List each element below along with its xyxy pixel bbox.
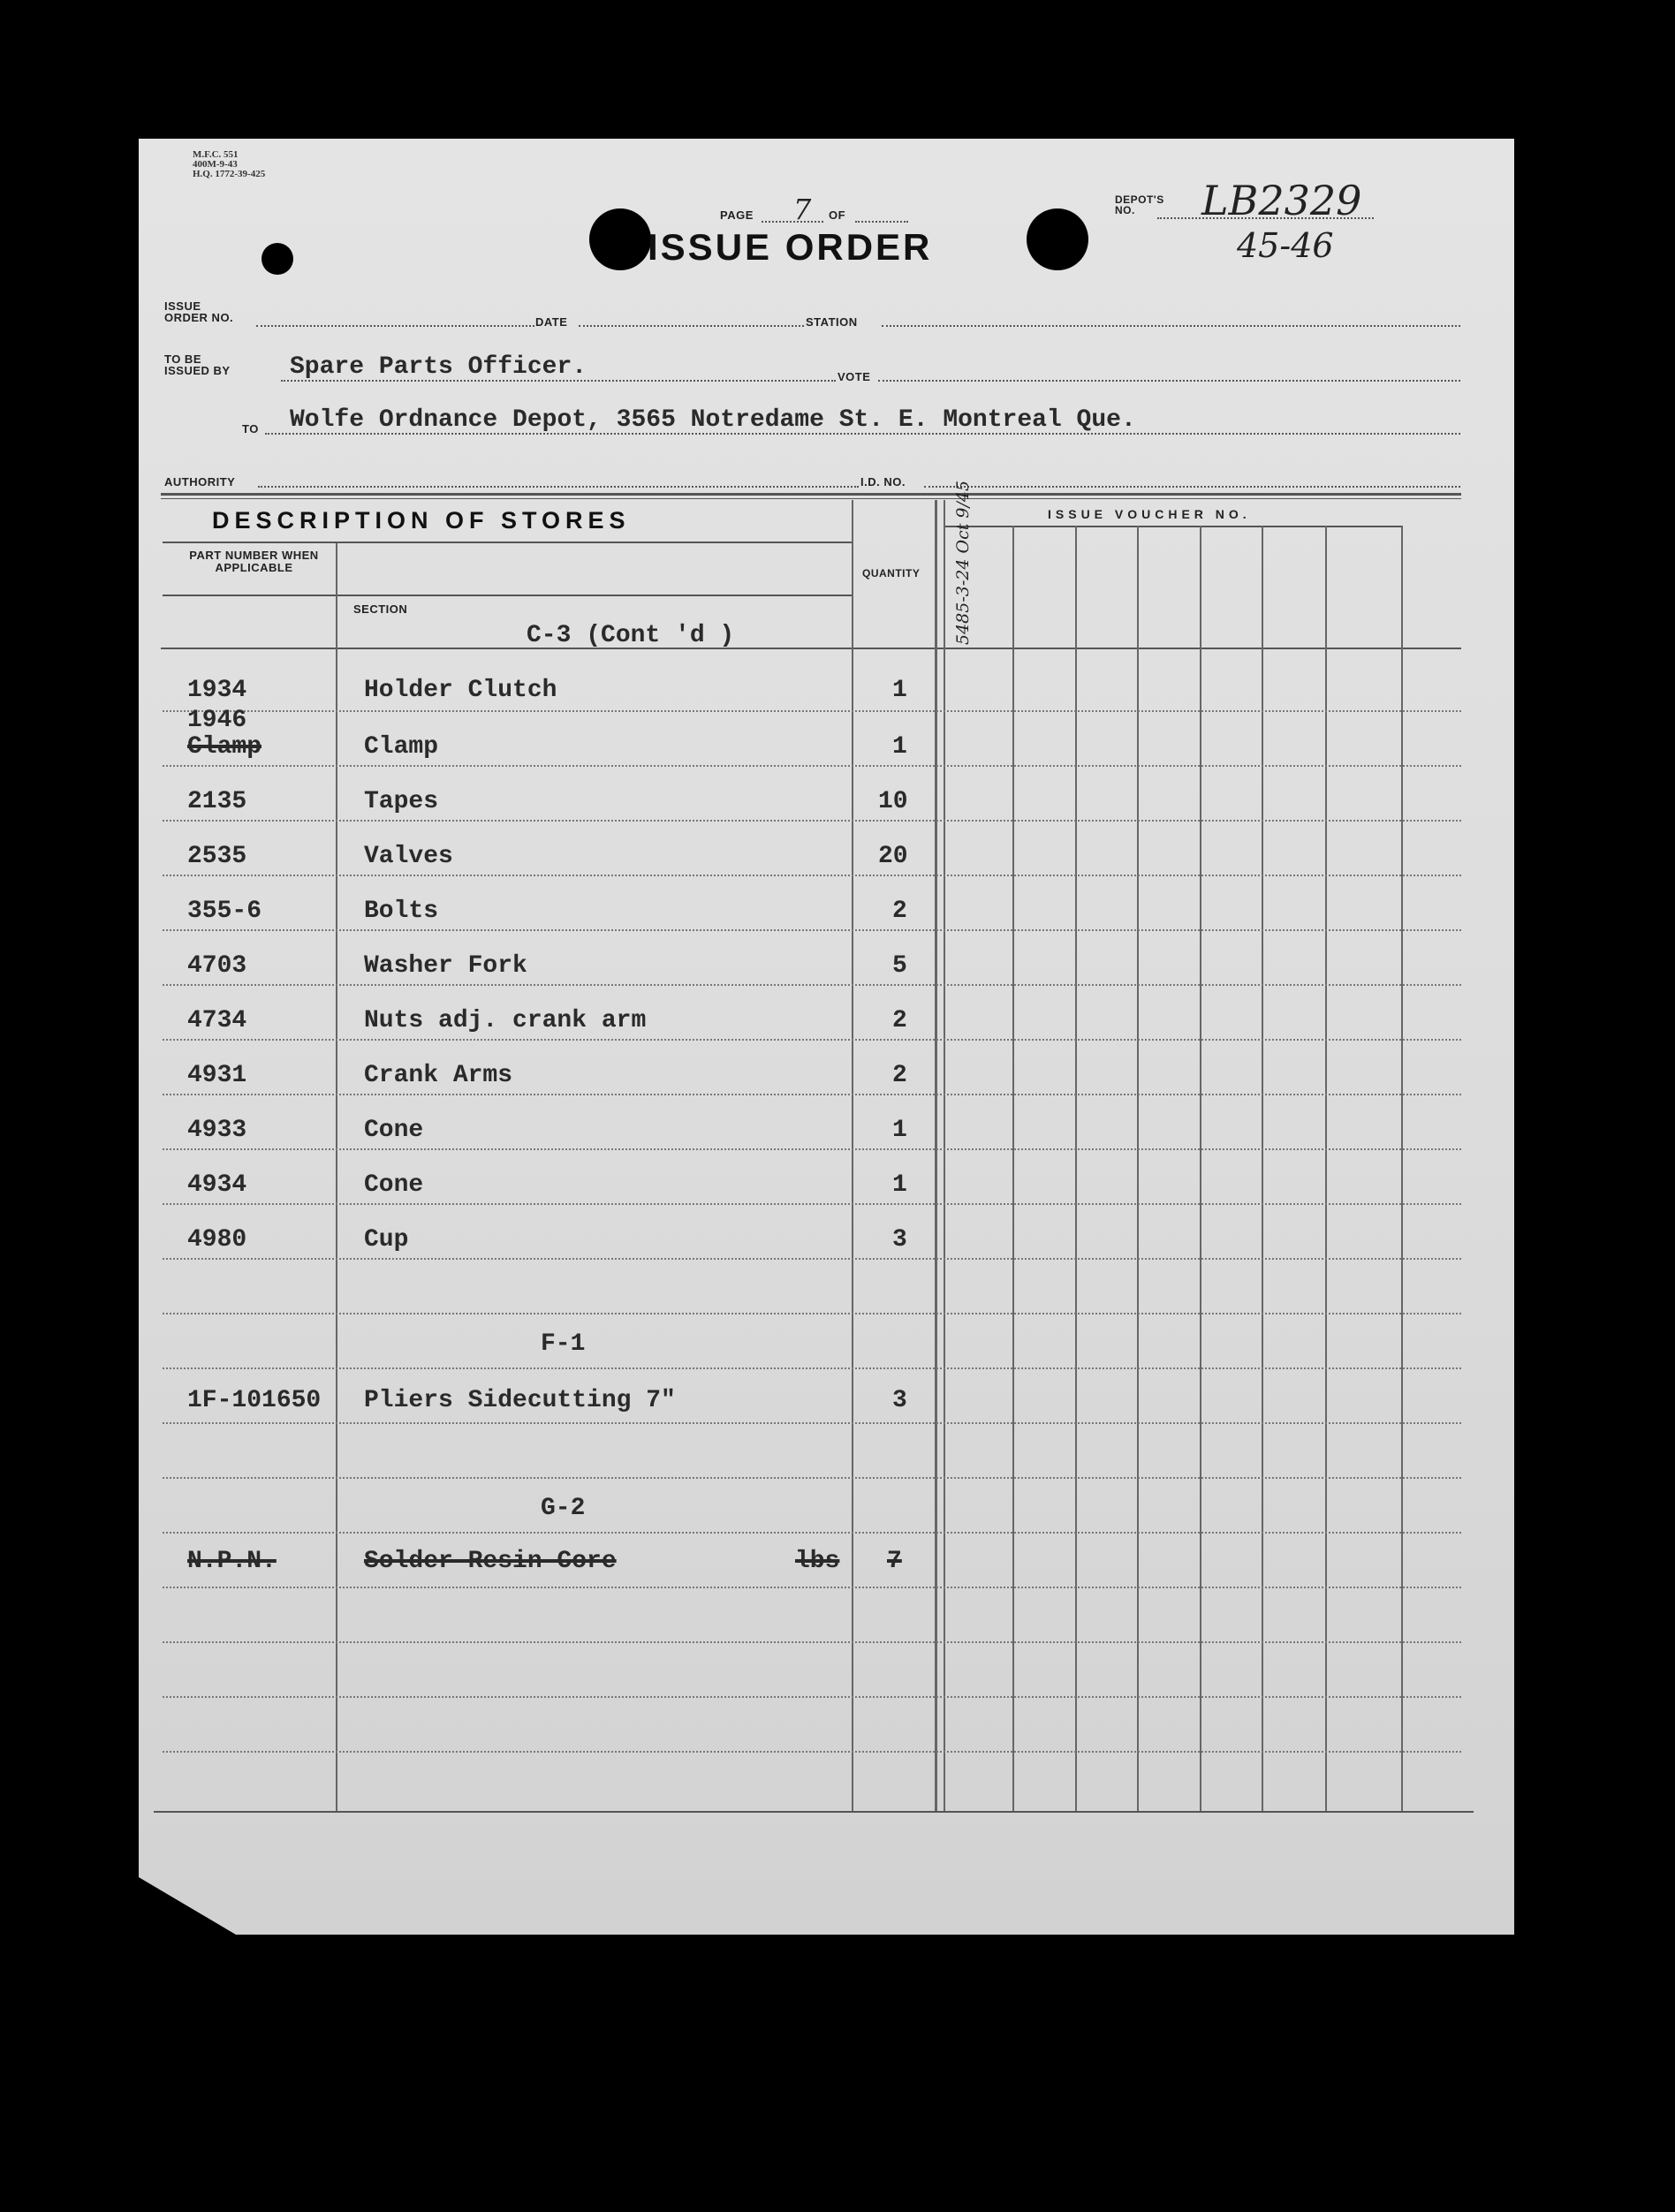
of-line bbox=[855, 221, 908, 223]
station-line bbox=[882, 325, 1460, 327]
part-heading-rule bbox=[163, 595, 339, 596]
row-line bbox=[163, 1313, 1461, 1314]
date-line bbox=[579, 325, 804, 327]
authority-label: AUTHORITY bbox=[164, 475, 236, 489]
part-number: 4734 bbox=[187, 1007, 247, 1034]
form-codes bbox=[193, 150, 265, 179]
issued-by-value: Spare Parts Officer. bbox=[290, 353, 587, 381]
item-description: Crank Arms bbox=[364, 1062, 513, 1089]
section-heading: SECTION bbox=[353, 602, 408, 616]
section-heading-rule bbox=[336, 595, 852, 596]
struck-description: Solder Resin Core bbox=[364, 1548, 617, 1575]
item-description: Bolts bbox=[364, 898, 439, 925]
depot-label: DEPOT'S NO. bbox=[1115, 193, 1164, 216]
item-description: Washer Fork bbox=[364, 952, 527, 980]
part-number-struck: Clamp bbox=[187, 733, 262, 761]
punch-hole bbox=[589, 208, 651, 270]
date-label: DATE bbox=[535, 315, 568, 329]
column-divider bbox=[935, 500, 937, 1811]
part-number: 4703 bbox=[187, 952, 247, 980]
part-number: 4934 bbox=[187, 1171, 247, 1199]
item-description: Tapes bbox=[364, 788, 439, 815]
struck-unit: lbs bbox=[795, 1548, 840, 1575]
column-divider bbox=[1137, 526, 1139, 1811]
column-divider bbox=[944, 500, 945, 1811]
voucher-handwritten: 5485-3-24 Oct 9/45 bbox=[953, 480, 973, 645]
row-line bbox=[163, 1532, 1461, 1534]
quantity-heading: QUANTITY bbox=[862, 567, 921, 580]
item-quantity: 1 bbox=[892, 733, 907, 761]
part-number: 2535 bbox=[187, 843, 247, 870]
description-heading: DESCRIPTION OF STORES bbox=[212, 507, 631, 534]
vote-line bbox=[878, 380, 1460, 382]
item-description: Holder Clutch bbox=[364, 677, 557, 704]
item-quantity: 2 bbox=[892, 898, 907, 925]
station-label: STATION bbox=[806, 315, 858, 329]
page-line bbox=[762, 221, 823, 223]
item-quantity: 20 bbox=[878, 843, 908, 870]
authority-line bbox=[258, 486, 859, 488]
form-code: 400M-9-43 bbox=[193, 159, 238, 170]
form-code: H.Q. 1772-39-425 bbox=[193, 169, 266, 179]
row-line bbox=[163, 929, 1461, 931]
item-description: Clamp bbox=[364, 733, 439, 761]
row-line bbox=[163, 820, 1461, 822]
item-description: Cone bbox=[364, 1171, 424, 1199]
row-line bbox=[163, 1148, 1461, 1150]
issued-by-line bbox=[281, 380, 836, 382]
row-line bbox=[163, 1751, 1461, 1753]
to-label: TO bbox=[242, 422, 259, 436]
item-description: Cup bbox=[364, 1226, 409, 1254]
row-line bbox=[163, 1203, 1461, 1205]
part-number: 4980 bbox=[187, 1226, 247, 1254]
page-number: 7 bbox=[793, 193, 812, 226]
table-top-rule bbox=[161, 493, 1461, 496]
item-description: Pliers Sidecutting 7" bbox=[364, 1387, 676, 1414]
to-line bbox=[265, 433, 1460, 435]
table-bottom-rule bbox=[154, 1811, 1474, 1813]
column-divider bbox=[852, 500, 853, 1811]
column-divider bbox=[1012, 526, 1014, 1811]
section-g2-title: G-2 bbox=[541, 1495, 586, 1522]
row-line bbox=[163, 1367, 1461, 1369]
part-number: 1F-101650 bbox=[187, 1387, 322, 1414]
part-number: 1934 bbox=[187, 677, 247, 704]
section-f1-title: F-1 bbox=[541, 1330, 586, 1358]
table-top-rule-2 bbox=[161, 498, 1461, 499]
row-line bbox=[163, 1094, 1461, 1095]
page-title: ISSUE ORDER bbox=[648, 226, 933, 268]
part-number: 1946 bbox=[187, 707, 247, 734]
column-divider bbox=[1262, 526, 1263, 1811]
part-number: 4933 bbox=[187, 1117, 247, 1144]
part-number: 355-6 bbox=[187, 898, 262, 925]
row-line bbox=[163, 1696, 1461, 1698]
folded-corner bbox=[139, 1877, 236, 1935]
column-divider bbox=[1325, 526, 1327, 1811]
item-description: Cone bbox=[364, 1117, 424, 1144]
item-quantity: 5 bbox=[892, 952, 907, 980]
id-no-label: I.D. NO. bbox=[860, 475, 906, 489]
item-description: Valves bbox=[364, 843, 453, 870]
item-description: Nuts adj. crank arm bbox=[364, 1007, 647, 1034]
part-number: 2135 bbox=[187, 788, 247, 815]
issue-order-label: ISSUE ORDER NO. bbox=[164, 299, 234, 324]
part-number: 4931 bbox=[187, 1062, 247, 1089]
form-code: M.F.C. 551 bbox=[193, 149, 239, 160]
section-c3-title: C-3 (Cont 'd ) bbox=[527, 622, 735, 649]
struck-part-number: N.P.N. bbox=[187, 1548, 277, 1575]
item-quantity: 10 bbox=[878, 788, 908, 815]
row-line bbox=[163, 1477, 1461, 1479]
item-quantity: 3 bbox=[892, 1387, 907, 1414]
column-divider bbox=[336, 543, 337, 1811]
order-no-line bbox=[256, 325, 534, 327]
row-line bbox=[163, 710, 1461, 712]
row-line bbox=[163, 1587, 1461, 1588]
of-label: OF bbox=[829, 208, 846, 222]
row-line bbox=[163, 1039, 1461, 1041]
year-annotation: 45-46 bbox=[1237, 226, 1334, 265]
row-line bbox=[163, 1641, 1461, 1643]
issued-by-label: TO BE ISSUED BY bbox=[164, 352, 231, 377]
voucher-heading: ISSUE VOUCHER NO. bbox=[1048, 507, 1251, 521]
column-divider bbox=[1401, 526, 1403, 1811]
punch-hole bbox=[1027, 208, 1088, 270]
id-no-line bbox=[924, 486, 1460, 488]
row-line bbox=[163, 1258, 1461, 1260]
depot-number: LB2329 bbox=[1201, 177, 1362, 224]
item-quantity: 2 bbox=[892, 1062, 907, 1089]
row-line bbox=[163, 984, 1461, 986]
struck-quantity: 7 bbox=[887, 1548, 902, 1575]
item-quantity: 1 bbox=[892, 1171, 907, 1199]
description-heading-rule bbox=[163, 542, 852, 543]
to-value: Wolfe Ordnance Depot, 3565 Notredame St. E. Montreal Que. bbox=[290, 406, 1136, 434]
row-line bbox=[163, 875, 1461, 876]
row-line bbox=[163, 765, 1461, 767]
part-number-heading: PART NUMBER WHEN APPLICABLE bbox=[189, 549, 319, 574]
item-quantity: 3 bbox=[892, 1226, 907, 1254]
column-divider bbox=[1200, 526, 1201, 1811]
column-divider bbox=[1075, 526, 1077, 1811]
vote-label: VOTE bbox=[838, 370, 871, 383]
item-quantity: 2 bbox=[892, 1007, 907, 1034]
row-line bbox=[163, 1422, 1461, 1424]
item-quantity: 1 bbox=[892, 677, 907, 704]
header-bottom-rule bbox=[161, 648, 1461, 649]
punch-hole bbox=[261, 243, 293, 275]
page-label: PAGE bbox=[720, 208, 754, 222]
item-quantity: 1 bbox=[892, 1117, 907, 1144]
